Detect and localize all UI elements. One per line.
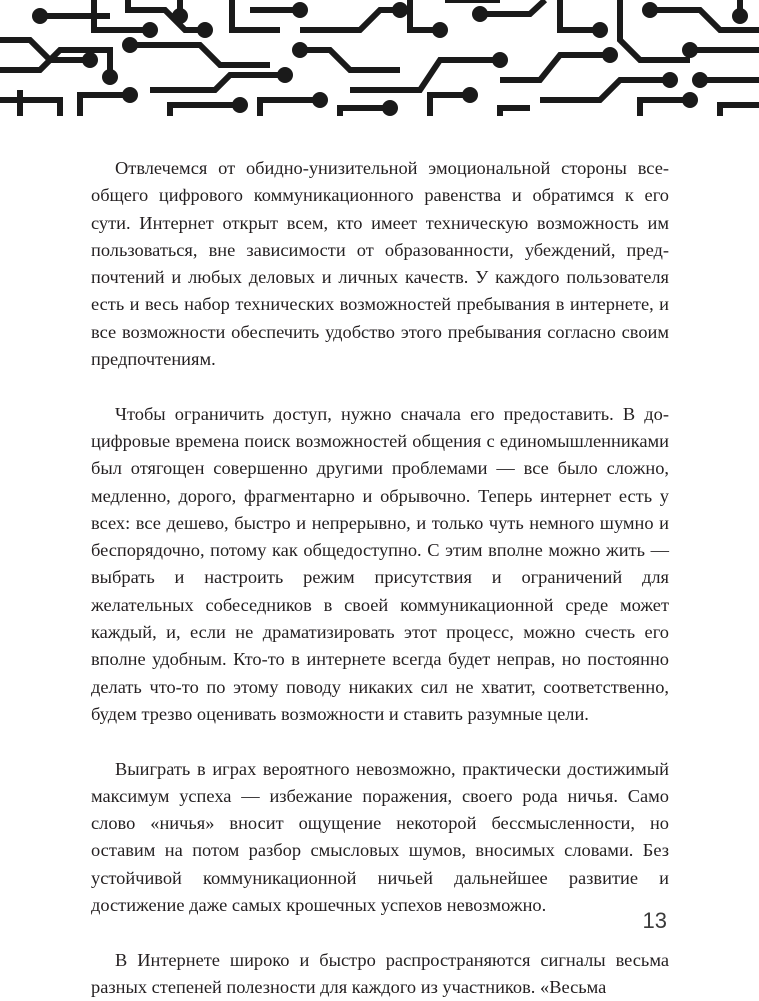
circuit-header-decoration	[0, 0, 759, 116]
paragraph-4: В Интернете широко и быстро распространяются сигналы весьма разных степеней полезности для каждого из участников. «Весьма	[91, 949, 669, 997]
paragraph-3: Выиграть в играх вероятного невозможно, практически достижимый максимум успеха — избежание поражения, своего рода ничья. Само слово «ничья» вносит ощущение некоторой бессмысленности, но оставим на потом разбор смысловых шумов, вносимых словами. Без устойчивой коммуникационной ничьей дальнейшее развитие и достижение даже самых крошечных успехов невозможно.	[91, 758, 669, 916]
paragraph-2: Чтобы ограничить доступ, нужно сначала его предоставить. В доцифровые времена поиск возможностей общения с единомышленниками был отягощен совершенно другими проблемами — все было сложно, медленно, дорого, фрагментарно и обрывочно. Теперь интернет есть у всех: все дешево, быстро и непрерывно, и только чуть немного шумно и беспорядочно, потому как общедоступно. С этим вполне можно жить — выбрать и настроить режим присутствия и ограничений для желательных собеседников в своей коммуникационной среде может каждый, и, если не драматизировать этот процесс, можно счесть его вполне удобным. Кто-то в интернете всегда будет неправ, но постоянно делать что-то по этому поводу никаких сил не хватит, соответственно, будем трезво оценивать возможности и ставить разумные цели.	[91, 403, 669, 724]
page-body-text	[91, 155, 669, 1001]
paragraph-1: Отвлечемся от обидно-унизительной эмоциональной стороны всеобщего цифрового коммуникационного равенства и обратимся к его сути. Интернет открыт всем, кто имеет техническую возможность им пользоваться, вне зависимости от образованности, убеждений, предпочтений и любых деловых и личных качеств. У каждого пользователя есть и весь набор технических возможностей пребывания в интернете, и все возможности обеспечить удобство этого пребывания согласно своим предпочтениям.	[91, 158, 669, 370]
page-number: 13	[642, 908, 667, 933]
circuit-board-pattern-icon	[0, 0, 759, 116]
